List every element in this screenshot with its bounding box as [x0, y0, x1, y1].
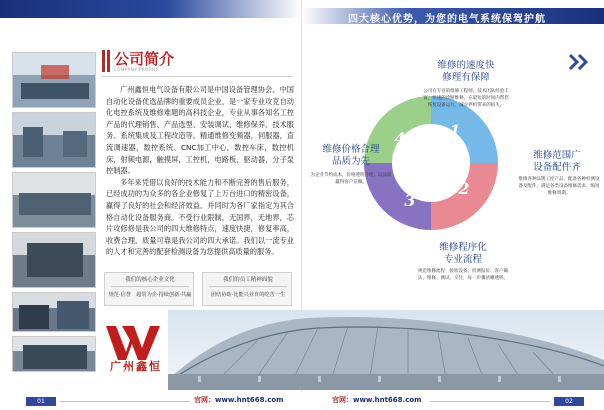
feature-text-process: 规范维修流程：接收设备、检测报价、客户确认、维修、测试、交付，每一步骤清晰透明。 [418, 269, 508, 281]
ring-number-3: 3 [404, 191, 416, 210]
plate-desc: 团结协助·比能兴业肯的吃苦一生 [210, 292, 286, 298]
company-photo-equipment [12, 336, 96, 372]
company-intro [106, 84, 294, 258]
ring-number-4: 4 [394, 129, 406, 148]
plate-title: 我们的核心企业文化 [125, 277, 175, 283]
culture-plate [104, 272, 194, 306]
feature-title-range: 维修范围广 设备配件齐 [533, 150, 581, 173]
footer-rule [430, 401, 550, 402]
feature-text-range: 维修各种品牌工控产品，配备各种检测设备及配件，满足各类设备维修需求，缩短维修周期。 [518, 177, 600, 196]
double-chevron-icon [568, 52, 590, 72]
footer-rule [60, 401, 190, 402]
company-photo-repair [12, 292, 96, 332]
plate-title: 我们的员工精神面貌 [223, 277, 273, 283]
logo-name: 广州鑫恒 [110, 360, 162, 373]
header-band-right [302, 0, 604, 30]
intro-paragraph: 广州鑫恒电气设备有限公司是中国设备管理协会、中国自动化设备优选品牌的重要成员企业，是一家专业攻克自动化电控系统及维修难题的高科技企业，专业从事各知名工控产品的代理销售、产品选型、安装调试、维修保养、技术服务、系统集成及工程改造等。精通维修变频器，伺服器，直流调速器，数控系统、CNC加工中心，数控车床，数控机床，射频电源，触摸屏，工控机，电路板，驱动器，分子泵控制器。 [106, 85, 294, 176]
staff-plate [202, 272, 292, 306]
building-photo [168, 310, 604, 390]
company-logo [104, 322, 164, 362]
company-photo-lobby [12, 112, 96, 168]
feature-title-process: 维修程序化 专业流程 [439, 242, 487, 265]
footer-url-left[interactable]: 官网：www.hnt668.com [194, 396, 284, 404]
header-slogan: 四大核心优势，为您的电气系统保驾护航 [348, 14, 546, 25]
culture-plates [104, 272, 294, 306]
page-number-left: 01 [26, 397, 56, 406]
page-number-right: 02 [554, 397, 584, 406]
feature-title-speed: 维修的速度快 修理有保障 [437, 60, 495, 83]
feature-title-price: 维修价格合理 品质为先 [322, 144, 380, 167]
company-photo-lab [12, 232, 96, 288]
intro-paragraph: 多年来凭借以良好的技术能力和不断完善的售后服务，已经成功的为众多的各企业修复了上万台进口的精密设备，赢得了良好的社会和经济效益。并同时为各厂家指定为其合格自动化设备服务商。不受行业限制，无国界，无地界，芯片攻修修是我公司的四大维修特点，速度快捷，修复率高，收费合理，质量可靠是我公司的四大承诺。我们以一流专业的人才和完善的配套检测设备为您提供高质量的服务。 [106, 177, 294, 257]
section-title: 公司简介 [114, 50, 175, 68]
plate-desc: 规范·信誉 超常为企·持续创新·共赢 [108, 292, 192, 298]
company-photo-office [12, 52, 96, 108]
feature-text-speed: 公司有专业的维修工程师，技术团队经验丰富，快速的诊断维修，在最短的时间内帮您恢复设备运行，减少停机带来的损失。 [423, 89, 509, 108]
section-heading [102, 48, 192, 74]
footer-url-right[interactable]: 官网：www.hnt668.com [332, 396, 422, 404]
ring-number-2: 2 [458, 179, 470, 198]
heading-divider [102, 76, 292, 77]
section-subtitle: COMPANY PROFILE [114, 67, 160, 72]
company-photo-workshop [12, 172, 96, 228]
header-band-left [0, 0, 302, 18]
ring-number-1: 1 [449, 121, 461, 140]
feature-text-price: 为企业节约成本，价格透明合理，以品质赢得客户信赖。 [310, 173, 392, 185]
